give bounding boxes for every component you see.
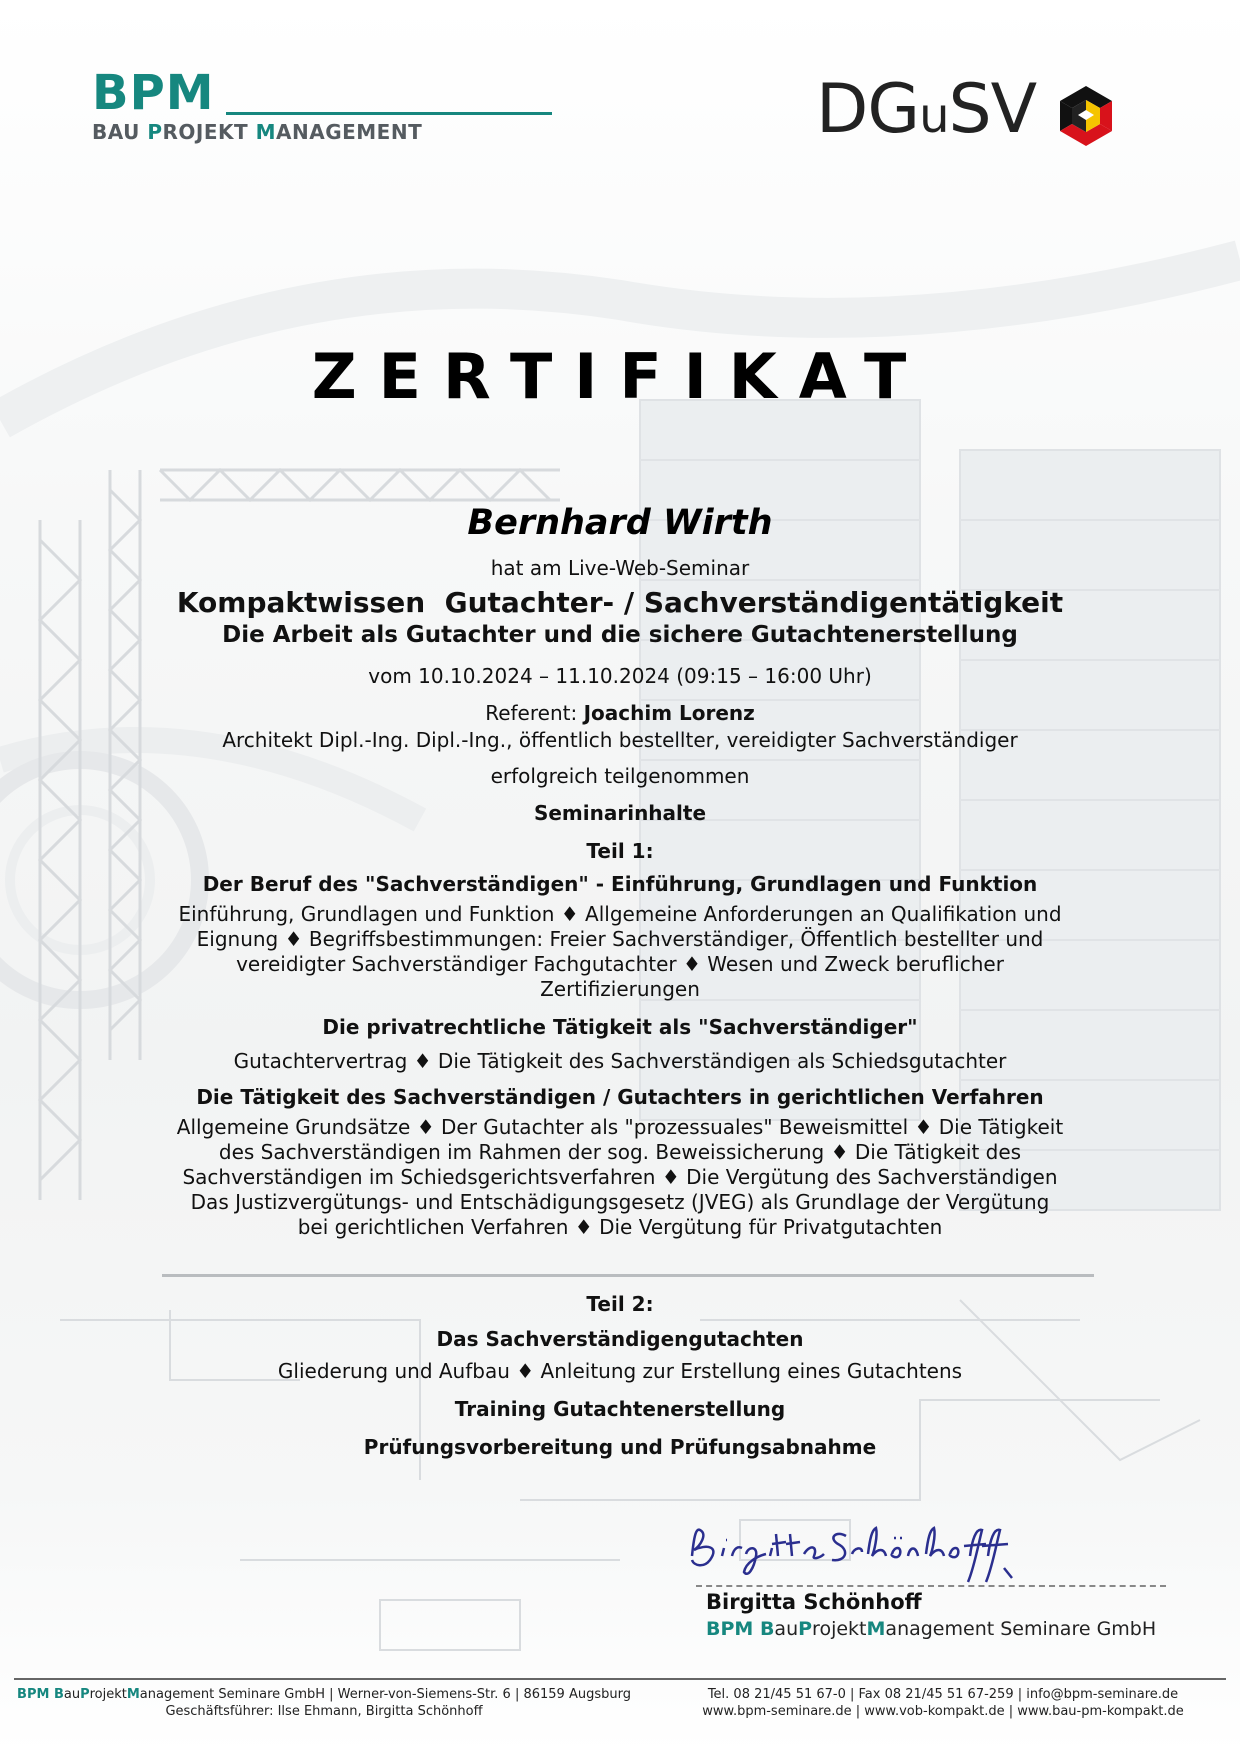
footer-address-line [14, 1686, 634, 1703]
section-heading: Der Beruf des "Sachverständigen" - Einführung, Grundlagen und Funktion [202, 872, 1038, 896]
hexagon-flag-icon [1056, 84, 1116, 148]
certificate-title: ZERTIFIKAT [311, 340, 929, 413]
bpm-subtitle-part: ANAGEMENT [276, 120, 423, 144]
exam-heading: Prüfungsvorbereitung und Prüfungsabnahme [363, 1435, 877, 1459]
bpm-subtitle-part: BAU [92, 120, 148, 144]
section-body-line: bei gerichtlichen Verfahren ♦ Die Vergütung für Privatgutachten [297, 1215, 943, 1239]
bpm-subtitle-part: P [147, 120, 163, 144]
referent-label: Referent: [485, 701, 584, 725]
section-body-line: Einführung, Grundlagen und Funktion ♦ Allgemeine Anforderungen an Qualifikation und [178, 902, 1062, 926]
company-part: B [759, 1618, 775, 1640]
company-part: M [866, 1618, 886, 1640]
intro-line: hat am Live-Web-Seminar [490, 556, 750, 580]
bpm-logo [92, 66, 472, 156]
footer-part: rojekt [89, 1687, 127, 1702]
training-heading: Training Gutachtenerstellung [454, 1397, 786, 1421]
footer-part: BPM [17, 1687, 54, 1702]
referent-name: Joachim Lorenz [583, 701, 755, 725]
section-body-line: Eignung ♦ Begriffsbestimmungen: Freier Sachverständiger, Öffentlich bestellter und [196, 927, 1044, 951]
gutachten-heading: Das Sachverständigengutachten [436, 1327, 804, 1351]
seminar-title: Kompaktwissen Gutachter- / Sachverständigentätigkeit [176, 586, 1064, 619]
dgusv-text-part: SV [948, 70, 1037, 149]
footer-part: au [63, 1687, 81, 1702]
signature-line [696, 1585, 1166, 1587]
section-body [150, 902, 1090, 1002]
section-body [150, 1115, 1090, 1240]
footer-rule [14, 1678, 1226, 1680]
part2-heading: Teil 2: [586, 1292, 654, 1316]
section-body-line: vereidigter Sachverständiger Fachgutachter ♦ Wesen und Zweck beruflicher [236, 952, 1004, 976]
dgusv-logo [816, 70, 1116, 156]
bpm-logo-subtitle [92, 120, 422, 144]
section-heading: Die privatrechtliche Tätigkeit als "Sachverständiger" [322, 1015, 918, 1039]
signer-company [706, 1618, 1156, 1640]
section-divider [162, 1274, 1094, 1277]
referent-title: Architekt Dipl.-Ing. Dipl.-Ing., öffentlich bestellter, vereidigter Sachverständiger [222, 728, 1018, 752]
footer-part: P [80, 1687, 90, 1702]
section-body-line: Zertifizierungen [540, 977, 700, 1001]
section-body-line: Allgemeine Grundsätze ♦ Der Gutachter als "prozessuales" Beweismittel ♦ Die Tätigkeit [176, 1115, 1064, 1139]
bpm-logo-mark: BPM [92, 65, 215, 121]
company-part: P [798, 1618, 813, 1640]
part1-heading: Teil 1: [586, 839, 654, 863]
dgusv-logo-text [816, 70, 1036, 156]
company-part: BPM [706, 1618, 760, 1640]
footer-web-line: www.bpm-seminare.de | www.vob-kompakt.de | www.bau-pm-kompakt.de [702, 1704, 1184, 1719]
section-body-line: Das Justizvergütungs- und Entschädigungsgesetz (JVEG) als Grundlage der Vergütung [190, 1190, 1050, 1214]
footer-contact-line: Tel. 08 21/45 51 67-0 | Fax 08 21/45 51 67-259 | info@bpm-seminare.de [707, 1687, 1179, 1702]
bpm-subtitle-part: ROJEKT [162, 120, 256, 144]
footer-management-line: Geschäftsführer: Ilse Ehmann, Birgitta Schönhoff [165, 1704, 483, 1719]
seminar-dates: vom 10.10.2024 – 11.10.2024 (09:15 – 16:00 Uhr) [368, 664, 872, 688]
footer-contact [660, 1686, 1226, 1720]
section-body-line: Gutachtervertrag ♦ Die Tätigkeit des Sachverständigen als Schiedsgutachter [233, 1049, 1007, 1073]
seminar-subtitle: Die Arbeit als Gutachter und die sichere Gutachtenerstellung [222, 622, 1018, 648]
footer-part: M [126, 1687, 140, 1702]
contents-heading: Seminarinhalte [533, 801, 707, 825]
recipient-name: Bernhard Wirth [467, 503, 773, 543]
company-part: rojekt [812, 1618, 867, 1640]
footer-part: anagement Seminare GmbH | Werner-von-Siemens-Str. 6 | 86159 Augsburg [139, 1687, 631, 1702]
dgusv-text-part: u [919, 88, 949, 144]
dgusv-text-part: DG [816, 70, 920, 149]
footer-part: B [53, 1687, 64, 1702]
section-body-line: des Sachverständigen im Rahmen der sog. Beweissicherung ♦ Die Tätigkeit des [218, 1140, 1022, 1164]
bpm-subtitle-part: M [255, 120, 276, 144]
footer-address [14, 1686, 634, 1720]
section-body-line: Sachverständigen im Schiedsgerichtsverfahren ♦ Die Vergütung des Sachverständigen [182, 1165, 1058, 1189]
company-part: au [774, 1618, 799, 1640]
handwritten-signature [686, 1516, 1016, 1588]
completion-line: erfolgreich teilgenommen [490, 764, 750, 788]
gutachten-line: Gliederung und Aufbau ♦ Anleitung zur Erstellung eines Gutachtens [277, 1359, 963, 1383]
company-part: anagement Seminare GmbH [885, 1618, 1157, 1640]
signer-name: Birgitta Schönhoff [706, 1590, 922, 1614]
referent-line [140, 701, 1100, 726]
section-heading: Die Tätigkeit des Sachverständigen / Gutachters in gerichtlichen Verfahren [196, 1085, 1044, 1109]
bpm-logo-rule [226, 112, 552, 115]
